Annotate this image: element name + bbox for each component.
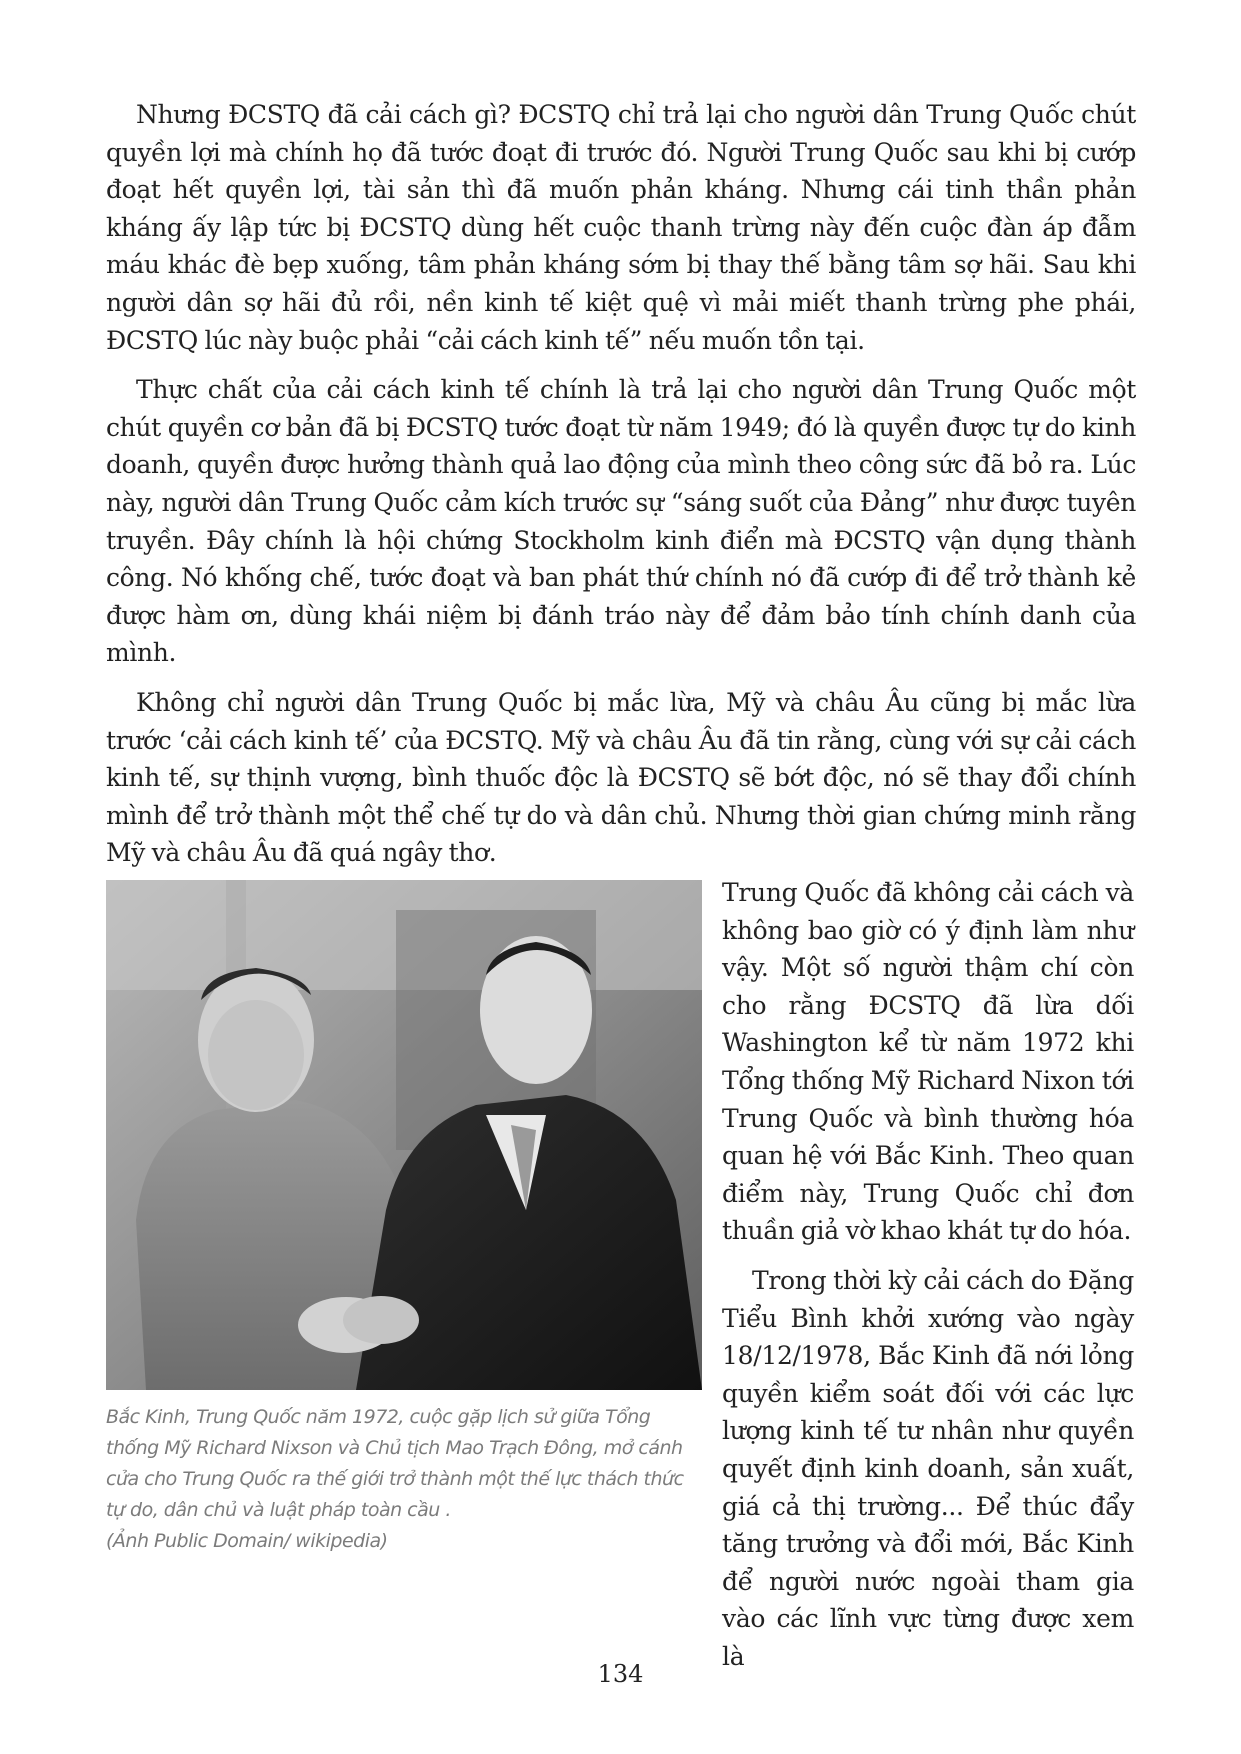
paragraph-1: Nhưng ĐCSTQ đã cải cách gì? ĐCSTQ chỉ trả lại cho người dân Trung Quốc chút quyền lợi mà chính họ đã tước đoạt đi trước đó. Người Trung Quốc sau khi bị cướp đoạt hết quyền lợi, tài sản thì đã muốn phản kháng. Nhưng cái tinh thần phản kháng ấy lập tức bị ĐCSTQ dùng hết cuộc thanh trừng này đến cuộc đàn áp đẫm máu khác đè bẹp xuống, tâm phản kháng sớm bị thay thế bằng tâm sợ hãi. Sau khi người dân sợ hãi đủ rồi, nền kinh tế kiệt quệ vì mải miết thanh trừng phe phái, ĐCSTQ lúc này buộc phải “cải cách kinh tế” nếu muốn tồn tại. xyxy=(106,100,1136,355)
right-column-text xyxy=(722,874,1134,1687)
historic-photo-icon xyxy=(106,880,702,1390)
paragraph-2: Thực chất của cải cách kinh tế chính là trả lại cho người dân Trung Quốc một chút quyền cơ bản đã bị ĐCSTQ tước đoạt từ năm 1949; đó là quyền được tự do kinh doanh, quyền được hưởng thành quả lao động của mình theo công sức đã bỏ ra. Lúc này, người dân Trung Quốc cảm kích trước sự “sáng suốt của Đảng” như được tuyên truyền. Đây chính là hội chứng Stockholm kinh điển mà ĐCSTQ vận dụng thành công. Nó khống chế, tước đoạt và ban phát thứ chính nó đã cướp đi để trở thành kẻ được hàm ơn, dùng khái niệm bị đánh tráo này để đảm bảo tính chính danh của mình. xyxy=(106,375,1136,668)
caption-credit: (Ảnh Public Domain/ wikipedia) xyxy=(106,1530,388,1552)
photo-caption xyxy=(106,1402,702,1557)
figure xyxy=(106,880,702,1557)
right-paragraph-1: Trung Quốc đã không cải cách và không bao giờ có ý định làm như vậy. Một số người thậm chí còn cho rằng ĐCSTQ đã lừa dối Washington kể từ năm 1972 khi Tổng thống Mỹ Richard Nixon tới Trung Quốc và bình thường hóa quan hệ với Bắc Kinh. Theo quan điểm này, Trung Quốc chỉ đơn thuần giả vờ khao khát tự do hóa. xyxy=(722,878,1134,1246)
right-paragraph-2: Trong thời kỳ cải cách do Đặng Tiểu Bình khởi xướng vào ngày 18/12/1978, Bắc Kinh đã nới lỏng quyền kiểm soát đối với các lực lượng kinh tế tư nhân như quyền quyết định kinh doanh, sản xuất, giá cả thị trường... Để thúc đẩy tăng trưởng và đổi mới, Bắc Kinh để người nước ngoài tham gia vào các lĩnh vực từng được xem là xyxy=(722,1265,1134,1671)
caption-text: Bắc Kinh, Trung Quốc năm 1972, cuộc gặp lịch sử giữa Tổng thống Mỹ Richard Nixson và Chủ tịch Mao Trạch Đông, mở cánh cửa cho Trung Quốc ra thế giới trở thành một thế lực thách thức tự do, dân chủ và luật pháp toàn cầu . xyxy=(106,1406,684,1521)
page-number: 134 xyxy=(597,1660,644,1688)
paragraph-3: Không chỉ người dân Trung Quốc bị mắc lừa, Mỹ và châu Âu cũng bị mắc lừa trước ‘cải cách kinh tế’ của ĐCSTQ. Mỹ và châu Âu đã tin rằng, cùng với sự cải cách kinh tế, sự thịnh vượng, bình thuốc độc là ĐCSTQ sẽ bớt độc, nó sẽ thay đổi chính mình để trở thành một thể chế tự do và dân chủ. Nhưng thời gian chứng minh rằng Mỹ và châu Âu đã quá ngây thơ. xyxy=(106,687,1136,868)
main-text xyxy=(106,96,1136,884)
